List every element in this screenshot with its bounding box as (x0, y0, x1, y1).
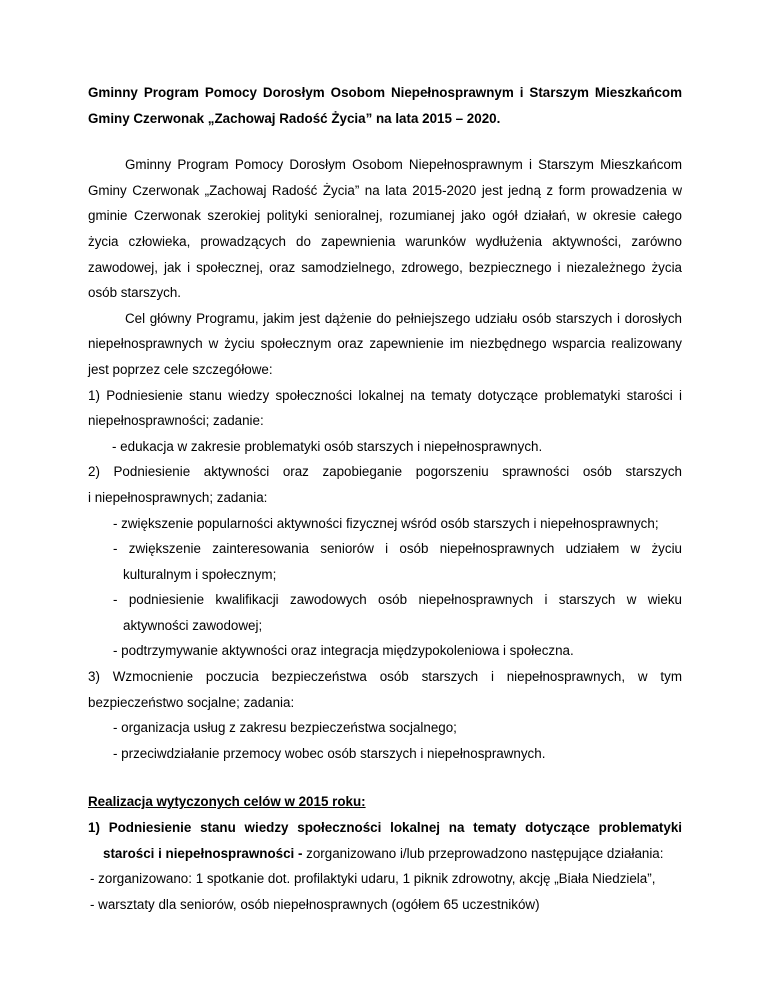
document-page (88, 80, 682, 917)
implementation-1-item: - warsztaty dla seniorów, osób niepełnosprawnych (ogółem 65 uczestników) (90, 896, 540, 912)
document-title: Gminny Program Pomocy Dorosłym Osobom Niepełnosprawnym i Starszym Mieszkańcom Gminy Czerwonak „Zachowaj Radość Życia” na lata 2015 – 2020. (88, 85, 682, 126)
paragraph-intro: Gminny Program Pomocy Dorosłym Osobom Niepełnosprawnym i Starszym Mieszkańcom Gminy Czerwonak „Zachowaj Radość Życia” na lata 2015-2020 jest jedną z form prowadzenia w gminie Czerwonak szerokiej polityki senioralnej, rozumianej jako ogół działań, w okresie całego życia człowieka, prowadzących do zapewnienia warunków wydłużenia aktywności, zarówno zawodowej, jak i społecznej, oraz samodzielnego, zdrowego, bezpiecznego i niezależnego życia osób starszych. (88, 157, 682, 301)
goal-3-task: - przeciwdziałanie przemocy wobec osób starszych i niepełnosprawnych. (113, 745, 546, 761)
goal-2-line-1: 2) Podniesienie aktywności oraz zapobieganie pogorszeniu sprawności osób starszych (88, 464, 682, 480)
implementation-1-text: zorganizowano i/lub przeprowadzono następujące działania: (302, 845, 664, 861)
implementation-1-heading: 1) Podniesienie stanu wiedzy społeczności lokalnej na tematy dotyczące problematyki starości i niepełnosprawności - (88, 820, 682, 861)
goal-1-task: - edukacja w zakresie problematyki osób starszych i niepełnosprawnych. (112, 438, 543, 454)
paragraph-main-goal: Cel główny Programu, jakim jest dążenie do pełniejszego udziału osób starszych i dorosłych niepełnosprawnych w życiu społecznym oraz zapewnienie im niezbędnego wsparcia realizowany jest poprzez cele szczegółowe: (88, 310, 682, 377)
goal-2-task: - podtrzymywanie aktywności oraz integracja międzypokoleniowa i społeczna. (113, 643, 574, 659)
goal-3: 3) Wzmocnienie poczucia bezpieczeństwa osób starszych i niepełnosprawnych, w tym bezpieczeństwo socjalne; zadania: (88, 669, 682, 710)
implementation-1 (88, 815, 682, 866)
goal-2-task: - zwiększenie zainteresowania seniorów i osób niepełnosprawnych udziałem w życiu kulturalnym i społecznym; (113, 541, 682, 582)
goal-2-line-2: i niepełnosprawnych; zadania: (88, 489, 268, 505)
section-heading: Realizacja wytyczonych celów w 2015 roku: (88, 794, 366, 810)
goal-1: 1) Podniesienie stanu wiedzy społeczności lokalnej na tematy dotyczące problematyki starości i niepełnosprawności; zadanie: (88, 387, 682, 429)
goal-2-task: - zwiększenie popularności aktywności fizycznej wśród osób starszych i niepełnosprawnych; (113, 515, 659, 531)
goal-2-task: - podniesienie kwalifikacji zawodowych osób niepełnosprawnych i starszych w wieku aktywności zawodowej; (113, 592, 682, 633)
implementation-1-item: - zorganizowano: 1 spotkanie dot. profilaktyki udaru, 1 piknik zdrowotny, akcję „Biała Niedziela”, (90, 871, 656, 887)
goal-3-task: - organizacja usług z zakresu bezpieczeństwa socjalnego; (113, 720, 457, 736)
